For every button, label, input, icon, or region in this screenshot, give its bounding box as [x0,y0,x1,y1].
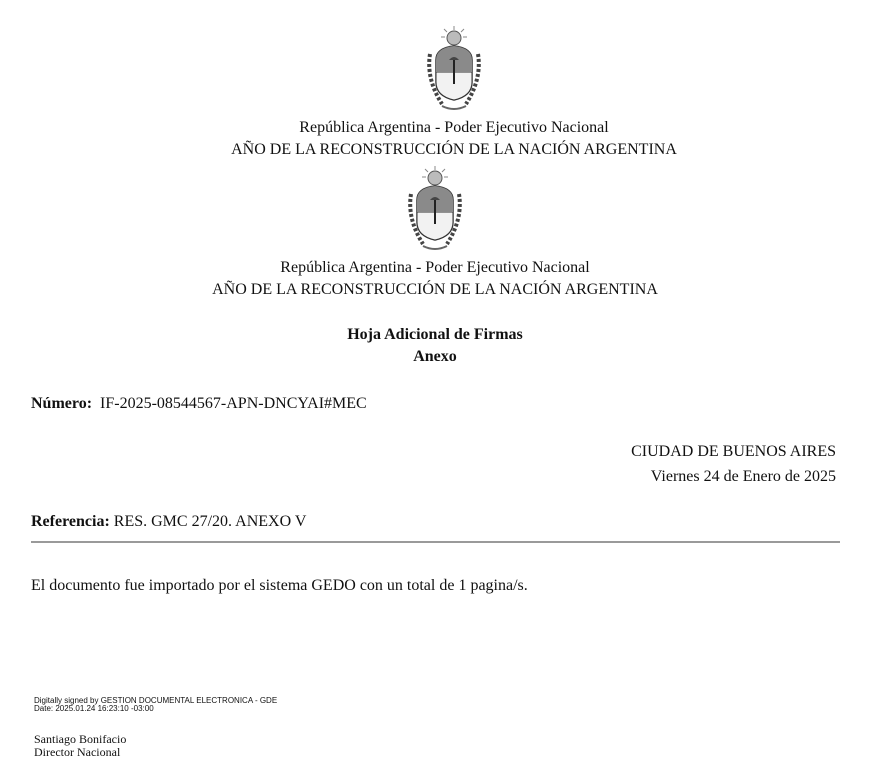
document-subtitle: Anexo [413,348,457,365]
referencia-value: RES. GMC 27/20. ANEXO V [113,513,307,530]
coat-of-arms-icon [424,24,484,116]
coat-of-arms-icon [405,164,465,256]
digital-signature-date: Date: 2025.01.24 16:23:10 -03:00 [34,704,154,713]
city: CIUDAD DE BUENOS AIRES [631,443,836,460]
numero-row [31,394,367,414]
year-motto: AÑO DE LA RECONSTRUCCIÓN DE LA NACIÓN ARGENTINA [212,281,658,298]
top-year-motto: AÑO DE LA RECONSTRUCCIÓN DE LA NACIÓN ARGENTINA [231,141,677,158]
numero-label: Número: [31,395,93,412]
referencia-label: Referencia: [31,513,110,530]
signer-name: Santiago Bonifacio [34,732,127,746]
signer-title: Director Nacional [34,745,121,759]
top-republic-header: República Argentina - Poder Ejecutivo Nacional [299,119,609,136]
top-motto-clip [154,138,754,158]
date: Viernes 24 de Enero de 2025 [650,468,836,485]
republic-header: República Argentina - Poder Ejecutivo Nacional [280,259,590,276]
referencia-row [31,512,306,532]
numero-value: IF-2025-08544567-APN-DNCYAI#MEC [100,395,367,412]
divider [31,541,840,543]
digital-signature-line: Digitally signed by GESTION DOCUMENTAL ELECTRONICA - GDE [34,696,278,705]
body-text: El documento fue importado por el sistema GEDO con un total de 1 pagina/s. [31,577,528,594]
document-title: Hoja Adicional de Firmas [347,326,523,343]
